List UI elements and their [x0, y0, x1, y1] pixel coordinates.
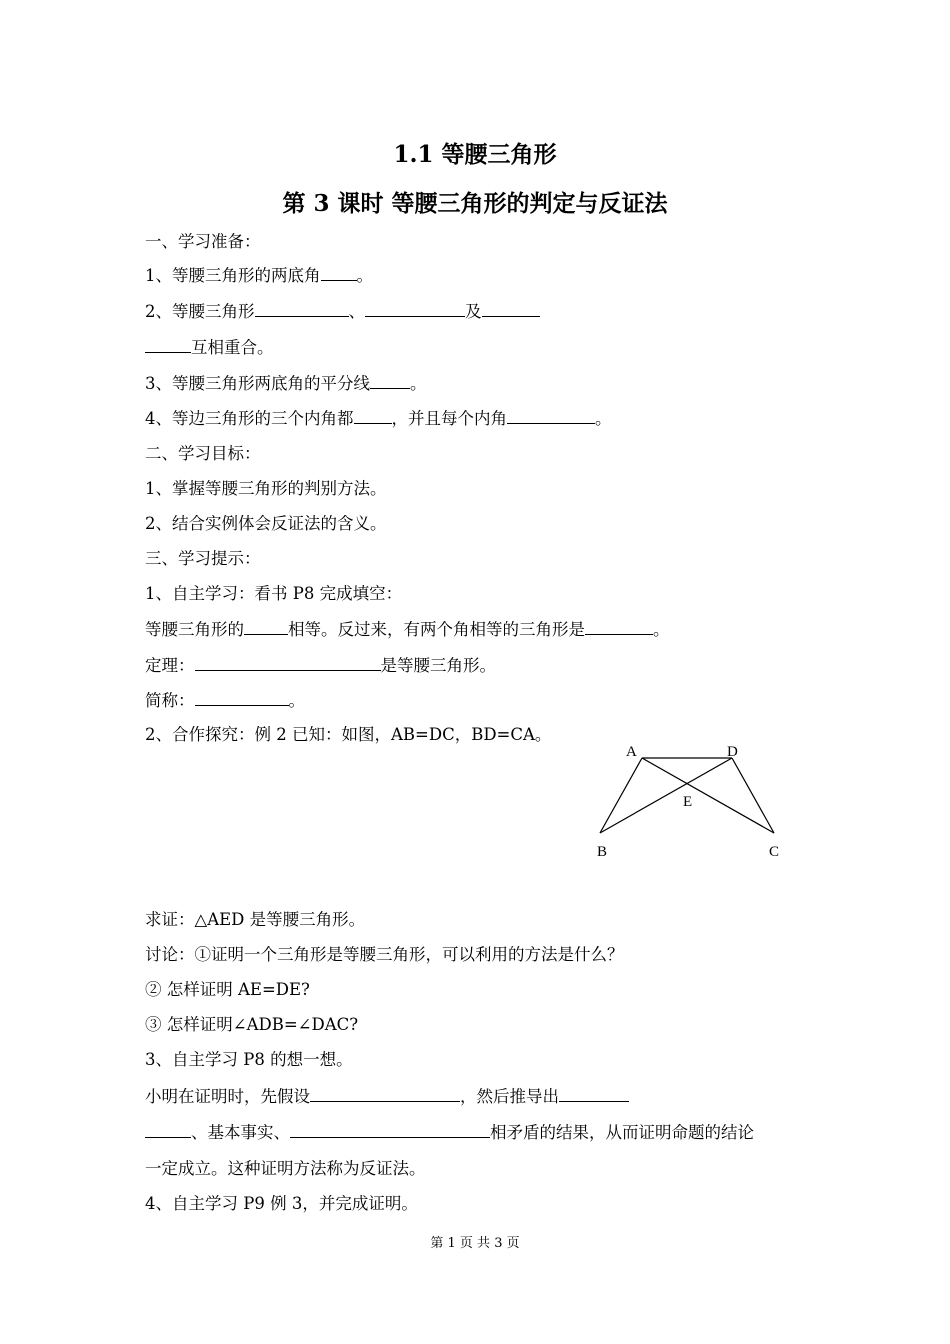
page-title: 1.1 等腰三角形	[393, 141, 557, 168]
hint-3-fill-b	[145, 1119, 754, 1143]
discussion-2: ② 怎样证明 AE=DE?	[145, 980, 310, 999]
q2b-text: 互相重合。	[191, 338, 274, 357]
fill-blank[interactable]	[145, 335, 191, 353]
q4-text: 4、等边三角形的三个内角都	[145, 409, 354, 428]
s3b-text: 、基本事实、	[191, 1123, 290, 1142]
s1a-text: 等腰三角形的	[145, 620, 244, 639]
q3-end: 。	[410, 374, 427, 393]
fill-blank[interactable]	[195, 688, 289, 706]
theorem-end: 是等腰三角形。	[380, 656, 496, 675]
s1a-mid: 相等。反过来，有两个角相等的三角形是	[288, 620, 585, 639]
segment-DB	[600, 758, 732, 833]
theorem-line	[145, 652, 496, 676]
hint-4: 4、自主学习 P9 例 3，并完成证明。	[145, 1194, 418, 1213]
question-1	[145, 262, 373, 286]
goal-1: 1、掌握等腰三角形的判别方法。	[145, 479, 387, 498]
fill-blank[interactable]	[559, 1084, 629, 1102]
q4-end: 。	[595, 409, 612, 428]
question-2	[145, 298, 540, 322]
q2-text: 2、等腰三角形	[145, 302, 255, 321]
hint-1-fill	[145, 616, 670, 640]
short-name-line	[145, 687, 305, 711]
label-C: C	[769, 844, 780, 860]
lesson-subtitle: 第 3 课时 等腰三角形的判定与反证法	[282, 190, 668, 217]
segment-AC	[642, 758, 774, 833]
fill-blank[interactable]	[195, 653, 381, 671]
s1a-end: 。	[653, 620, 670, 639]
fill-blank[interactable]	[370, 371, 410, 389]
q4-mid: ，并且每个内角	[391, 409, 507, 428]
q2-and: 及	[465, 302, 482, 321]
goal-2: 2、结合实例体会反证法的含义。	[145, 514, 387, 533]
fill-blank[interactable]	[365, 299, 465, 317]
fill-blank[interactable]	[255, 299, 349, 317]
section-3-heading: 三、学习提示：	[145, 549, 261, 568]
page-footer: 第 1 页 共 3 页	[430, 1236, 520, 1251]
label-B: B	[597, 844, 608, 860]
hint-3: 3、自主学习 P8 的想一想。	[145, 1050, 353, 1069]
label-E: E	[683, 794, 693, 810]
discussion-3: ③ 怎样证明∠ADB=∠DAC?	[145, 1015, 359, 1034]
question-2-cont	[145, 334, 274, 358]
fill-blank[interactable]	[244, 617, 288, 635]
hint-1: 1、自主学习：看书 P8 完成填空：	[145, 584, 403, 603]
s3a-mid: ，然后推导出	[460, 1087, 559, 1106]
short-label: 简称：	[145, 691, 195, 710]
fill-blank[interactable]	[290, 1120, 490, 1138]
q1-end: 。	[356, 266, 373, 285]
fill-blank[interactable]	[310, 1084, 460, 1102]
hint-3-fill-a	[145, 1083, 629, 1107]
s3b-end: 相矛盾的结果，从而证明命题的结论	[490, 1123, 754, 1142]
section-2-heading: 二、学习目标：	[145, 444, 261, 463]
short-end: 。	[288, 691, 305, 710]
fill-blank[interactable]	[585, 617, 653, 635]
fill-blank[interactable]	[482, 299, 540, 317]
hint-3-conclusion: 一定成立。这种证明方法称为反证法。	[145, 1159, 426, 1178]
label-D: D	[727, 744, 738, 760]
prove-statement: 求证：△AED 是等腰三角形。	[145, 910, 366, 929]
fill-blank[interactable]	[145, 1120, 191, 1138]
fill-blank[interactable]	[321, 263, 357, 281]
q1-text: 1、等腰三角形的两底角	[145, 266, 321, 285]
s3a-text: 小明在证明时，先假设	[145, 1087, 310, 1106]
q2-sep: 、	[348, 302, 365, 321]
question-4	[145, 405, 612, 429]
fill-blank[interactable]	[507, 406, 595, 424]
fill-blank[interactable]	[354, 406, 392, 424]
label-A: A	[626, 744, 637, 760]
q3-text: 3、等腰三角形两底角的平分线	[145, 374, 370, 393]
discussion-1: 讨论：①证明一个三角形是等腰三角形，可以利用的方法是什么？	[145, 945, 624, 964]
geometry-diagram	[590, 738, 790, 868]
theorem-label: 定理：	[145, 656, 195, 675]
hint-2: 2、合作探究：例 2 已知：如图，AB=DC，BD=CA。	[145, 725, 552, 744]
question-3	[145, 370, 427, 394]
section-1-heading: 一、学习准备：	[145, 232, 261, 251]
